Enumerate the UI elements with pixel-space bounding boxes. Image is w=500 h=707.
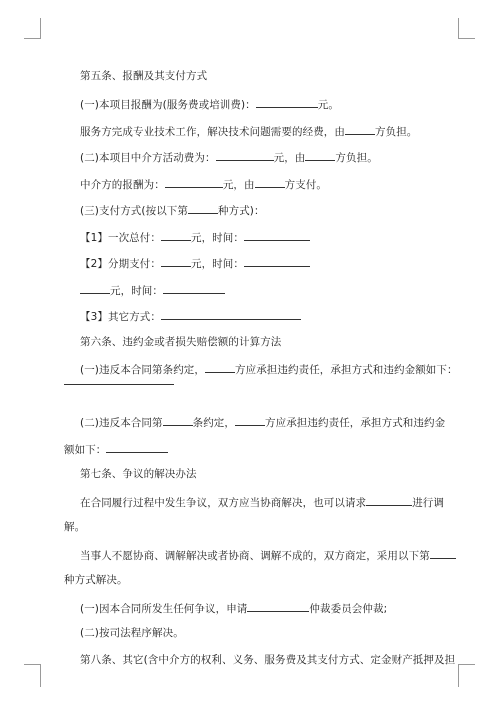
blank-breach-two-article xyxy=(163,414,193,426)
blank-installment-amount-2 xyxy=(80,282,110,294)
blank-installment-time-2 xyxy=(163,282,225,294)
installment-second-line: 元，时间： xyxy=(80,282,225,298)
mediation-line: 在合同履行过程中发生争议，双方应当协商解决，也可以请求 进行调 xyxy=(80,494,444,510)
breach-two-line: (二)违反本合同第 条约定， 方应承担违约责任，承担方式和违约金 xyxy=(80,414,445,430)
blank-intermediary-fee-party xyxy=(255,176,285,188)
crop-mark-top-left xyxy=(24,18,41,39)
lump-sum-line: 【1】一次总付： 元，时间： xyxy=(80,229,310,245)
blank-payment-method-number xyxy=(188,202,218,214)
crop-mark-bottom-left xyxy=(24,664,41,687)
breach-two-amount-line: 额如下： xyxy=(64,441,168,457)
other-method-line: 【3】其它方式： xyxy=(80,308,301,324)
blank-activity-fee xyxy=(216,149,274,161)
crop-mark-bottom-right xyxy=(458,664,475,687)
blank-activity-fee-party xyxy=(305,149,335,161)
dispute-method-line: 当事人不愿协商、调解解决或者协商、调解不成的，双方商定，采用以下第 xyxy=(80,547,456,563)
judicial-line: (二)按司法程序解决。 xyxy=(80,627,184,639)
blank-intermediary-fee xyxy=(165,176,223,188)
blank-remuneration-amount xyxy=(256,96,318,108)
dispute-method-line-end: 种方式解决。 xyxy=(64,574,128,586)
crop-mark-top-right xyxy=(458,18,475,39)
blank-installment-time xyxy=(244,255,310,267)
article-7-heading: 第七条、争议的解决办法 xyxy=(80,468,197,480)
blank-breach-two-party xyxy=(235,414,265,426)
article-8-heading: 第八条、其它(含中介方的权利、义务、服务费及其支付方式、定金财产抵押及担 xyxy=(80,654,456,666)
mediation-line-end: 解。 xyxy=(64,521,86,533)
intermediary-remuneration-line: 中介方的报酬为： 元，由 方支付。 xyxy=(80,176,327,192)
installment-line: 【2】分期支付： 元，时间： xyxy=(80,255,310,271)
article-5-heading: 第五条、报酬及其支付方式 xyxy=(80,70,208,82)
payment-method-line: (三)支付方式(按以下第 种方式)： xyxy=(80,202,265,218)
blank-installment-amount xyxy=(161,255,191,267)
blank-breach-one-details xyxy=(64,384,174,385)
blank-other-method xyxy=(161,308,301,320)
remuneration-line: (一)本项目报酬为(服务费或培训费)： 元。 xyxy=(80,96,339,112)
blank-breach-one-party xyxy=(205,361,235,373)
blank-arbitration-commission xyxy=(247,600,309,612)
blank-lump-sum-time xyxy=(244,229,310,241)
blank-mediator xyxy=(366,494,412,506)
intermediary-activity-fee-line: (二)本项目中介方活动费为： 元，由 方负担。 xyxy=(80,149,378,165)
blank-expense-party xyxy=(345,123,375,135)
breach-one-line: (一)违反本合同第条约定， 方应承担违约责任，承担方式和违约金额如下： xyxy=(80,361,458,377)
blank-lump-sum-amount xyxy=(161,229,191,241)
blank-breach-two-amount xyxy=(106,441,168,453)
article-6-heading: 第六条、违约金或者损失赔偿额的计算方法 xyxy=(80,336,282,348)
arbitration-line: (一)因本合同所发生任何争议，申请 仲裁委员会仲裁; xyxy=(80,600,387,616)
blank-dispute-method-number xyxy=(430,547,456,559)
expense-line: 服务方完成专业技术工作，解决技术问题需要的经费，由 方负担。 xyxy=(80,123,417,139)
